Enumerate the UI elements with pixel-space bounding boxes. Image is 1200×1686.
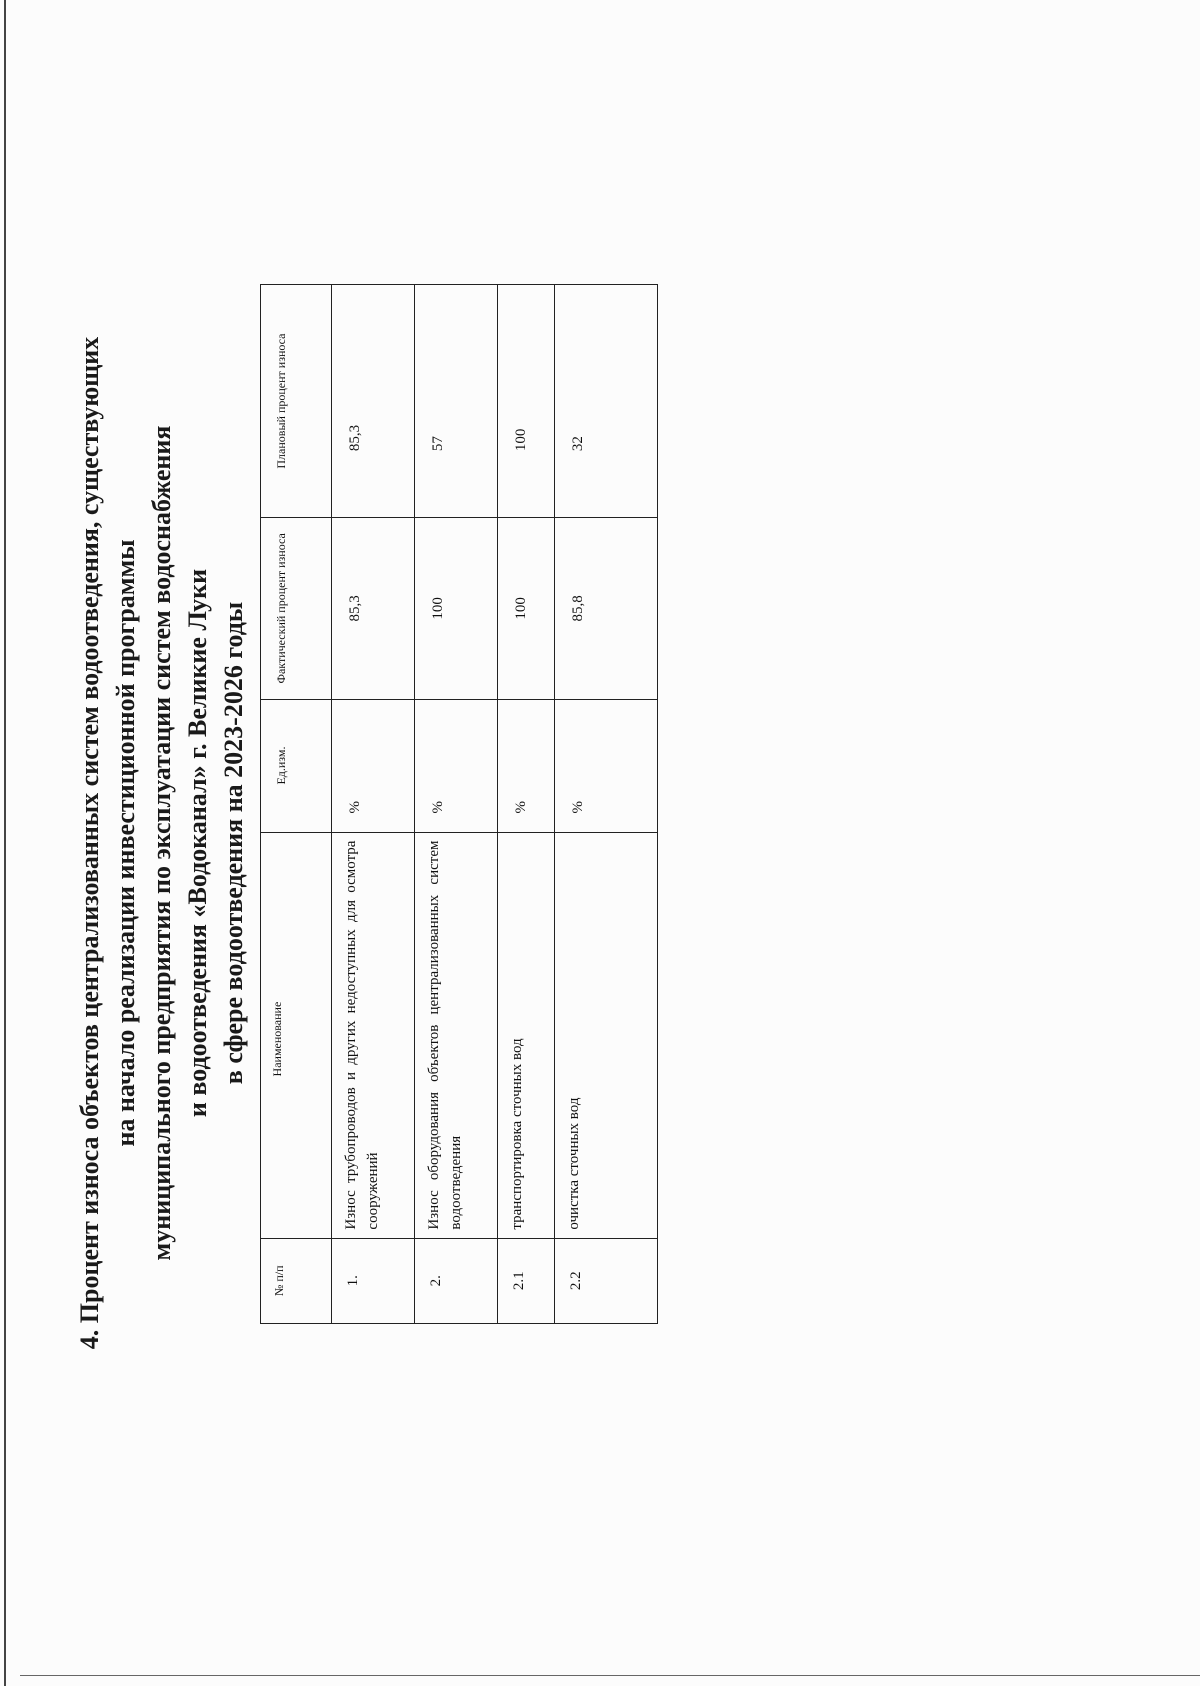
- row-plan: 57: [415, 285, 498, 518]
- row-num: 2.1: [498, 1238, 555, 1323]
- title-line-4: и водоотведения «Водоканал» г. Великие Луки: [183, 568, 212, 1118]
- title-line-5: в сфере водоотведения на 2023-2026 годы: [219, 601, 248, 1085]
- row-name: транспортировка сточных вод: [498, 832, 555, 1238]
- row-fact: 85,3: [332, 518, 415, 699]
- table-row: [555, 285, 658, 1324]
- header-name: Наименование: [261, 832, 332, 1238]
- row-fact: 85,8: [555, 518, 658, 699]
- row-name: очистка сточных вод: [555, 832, 658, 1238]
- row-plan: 85,3: [332, 285, 415, 518]
- title-line-2: на начало реализации инвестиционной программы: [111, 539, 140, 1147]
- wear-table: [260, 284, 658, 1324]
- header-fact: Фактический процент износа: [261, 518, 332, 699]
- title-line-1: 4. Процент износа объектов централизованных систем водоотведения, существующих: [75, 336, 104, 1350]
- row-plan: 32: [555, 285, 658, 518]
- row-unit: %: [332, 699, 415, 832]
- row-unit: %: [415, 699, 498, 832]
- row-num: 2.: [415, 1238, 498, 1323]
- table-row: [498, 285, 555, 1324]
- row-fact: 100: [498, 518, 555, 699]
- header-plan: Плановый процент износа: [261, 285, 332, 518]
- row-unit: %: [498, 699, 555, 832]
- row-fact: 100: [415, 518, 498, 699]
- title-line-3: муниципального предприятия по эксплуатации систем водоснабжения: [147, 425, 176, 1261]
- row-num: 1.: [332, 1238, 415, 1323]
- row-name: Износ оборудования объектов централизованных систем водоотведения: [415, 832, 498, 1238]
- header-num: № п/п: [261, 1238, 332, 1323]
- table-row: [332, 285, 415, 1324]
- row-plan: 100: [498, 285, 555, 518]
- header-unit: Ед.изм.: [261, 699, 332, 832]
- table-header-row: [261, 285, 332, 1324]
- row-name: Износ трубопроводов и других недоступных для осмотра сооружений: [332, 832, 415, 1238]
- row-unit: %: [555, 699, 658, 832]
- document-title: [72, 0, 252, 1686]
- row-num: 2.2: [555, 1238, 658, 1323]
- table-row: [415, 285, 498, 1324]
